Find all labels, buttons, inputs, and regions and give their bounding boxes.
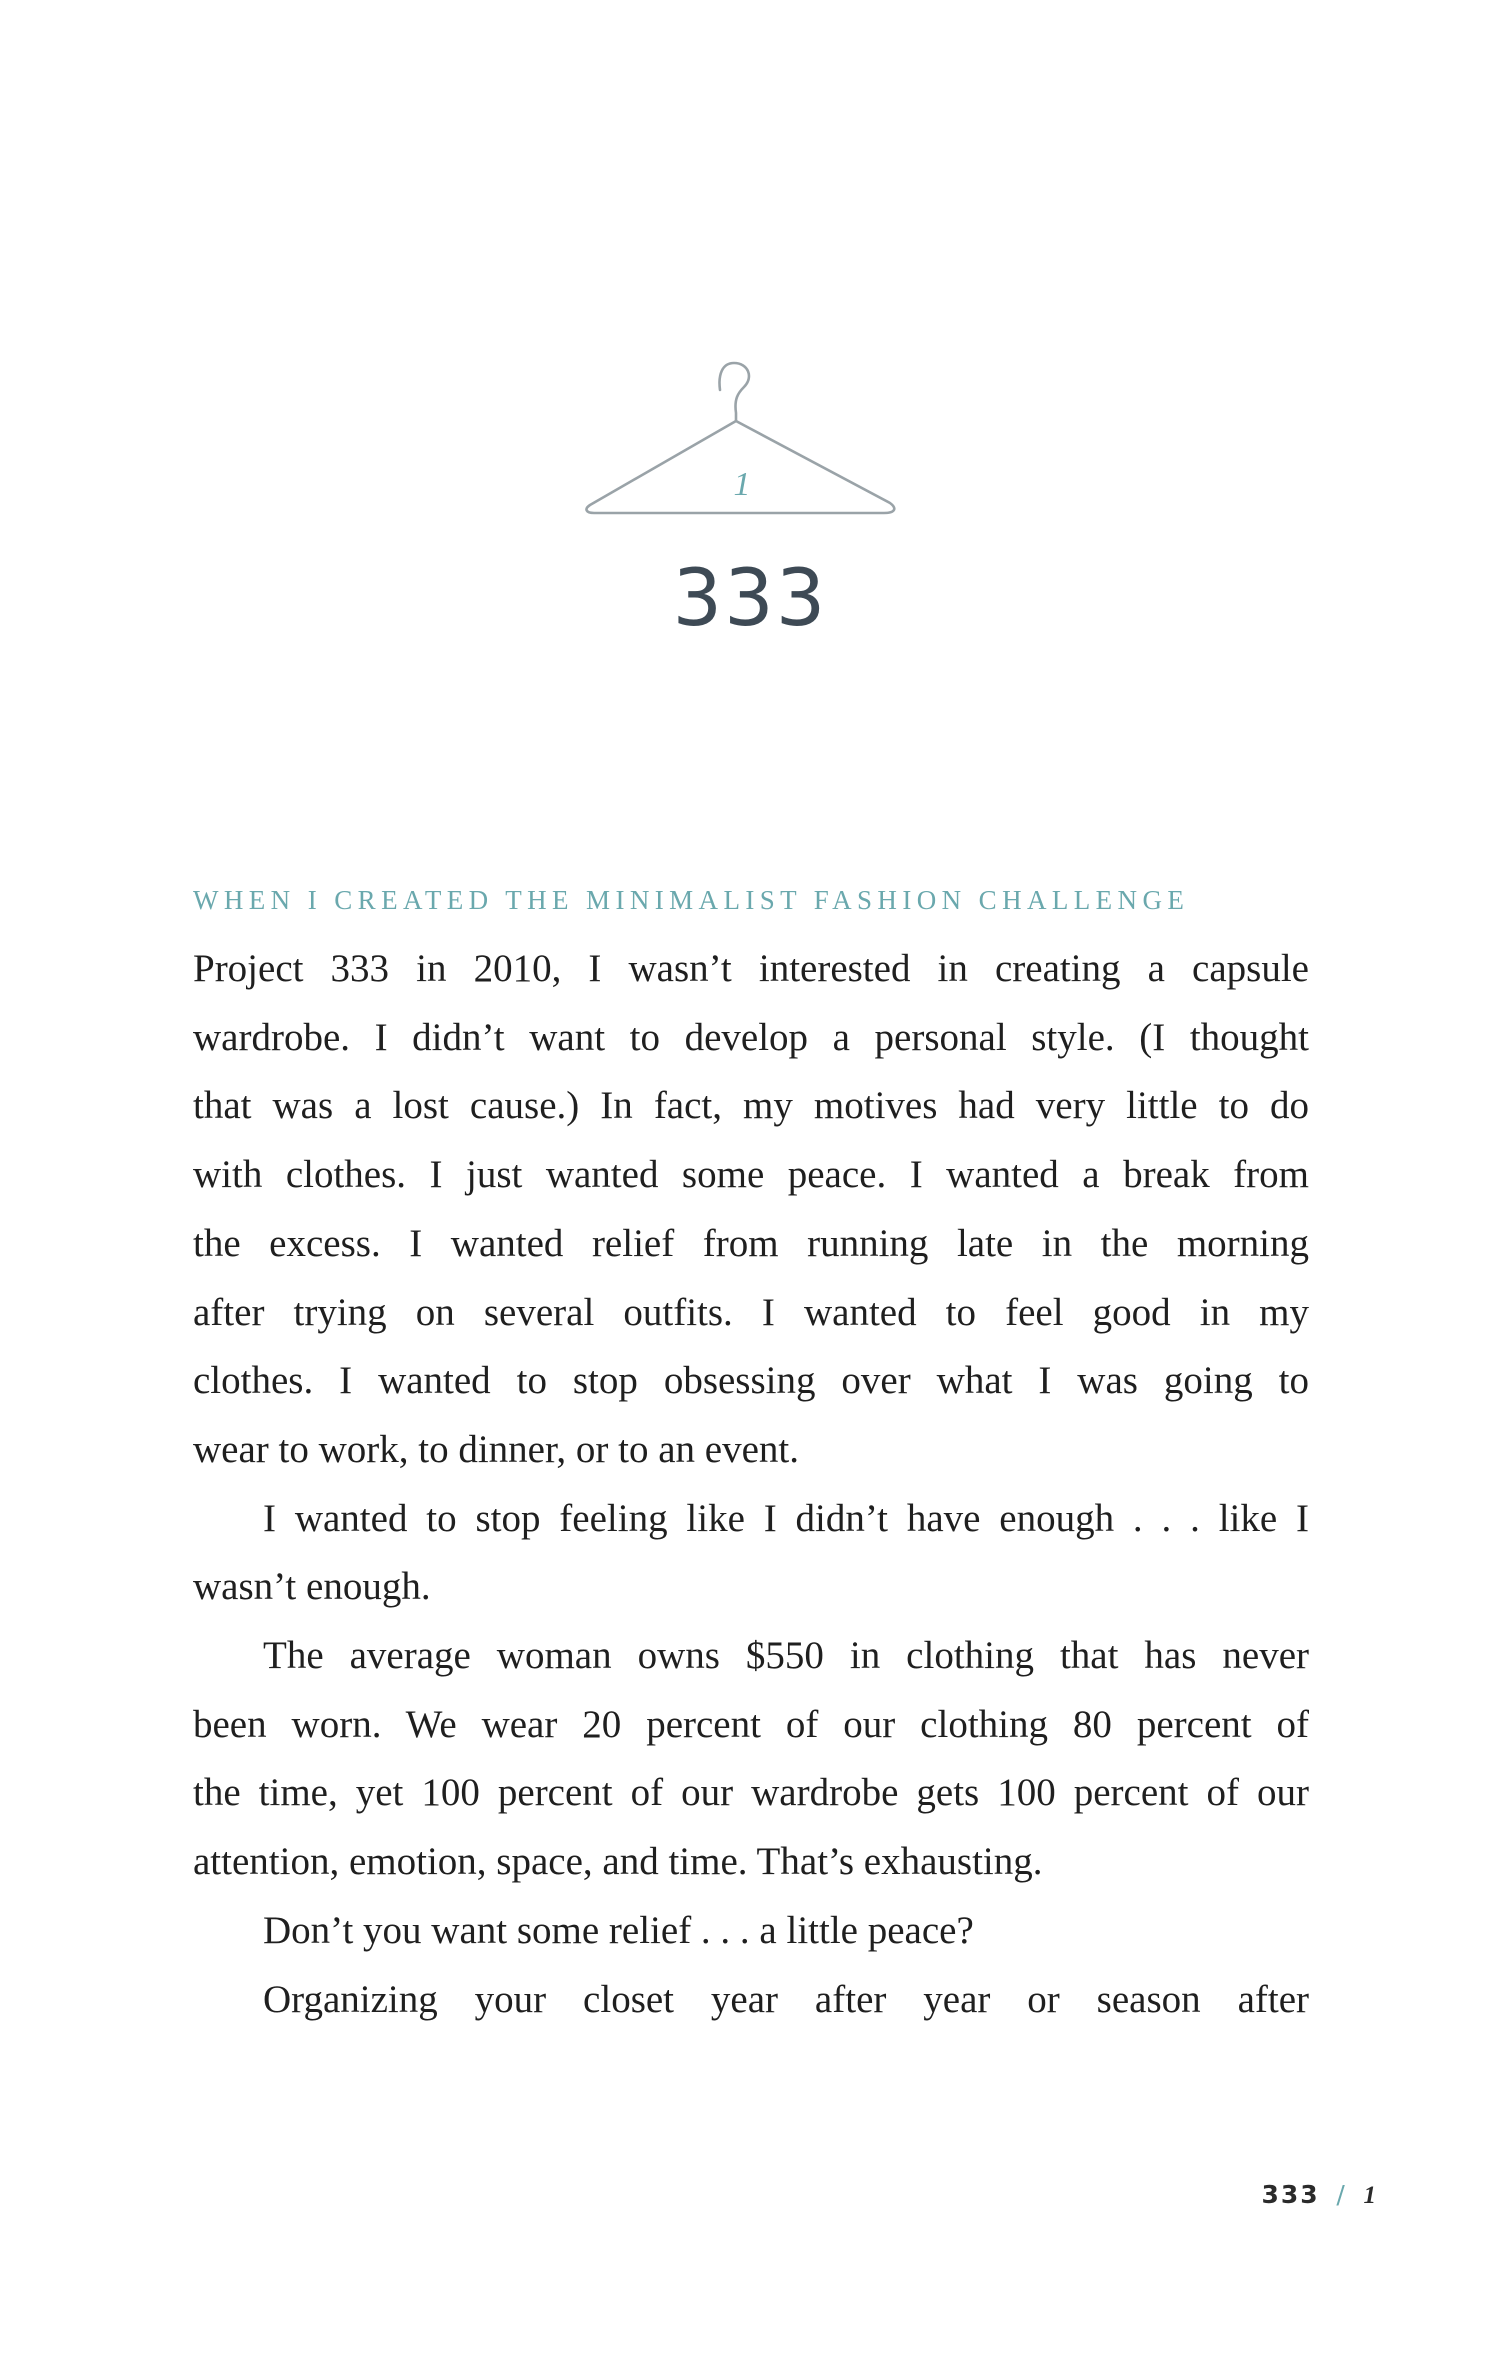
folio bbox=[1261, 2180, 1378, 2210]
text-line: Don’t you want some relief . . . a little peace? bbox=[263, 1908, 974, 1952]
text-line: wardrobe. I didn’t want to develop a personal style. (I thought bbox=[193, 1015, 1309, 1059]
text-line: that was a lost cause.) In fact, my motives had very little to do bbox=[193, 1084, 1309, 1128]
text-line: The average woman owns $550 in clothing that has never bbox=[263, 1634, 1309, 1678]
opening-smallcaps: WHEN I CREATED THE MINIMALIST FASHION CHALLENGE bbox=[193, 885, 1190, 915]
folio-separator: / bbox=[1336, 2180, 1347, 2209]
text-line: wear to work, to dinner, or to an event. bbox=[193, 1427, 800, 1471]
page-number: 1 bbox=[1363, 2182, 1378, 2209]
text-line: Organizing your closet year after year or season after bbox=[263, 1977, 1309, 2021]
paragraph bbox=[193, 1622, 1309, 1897]
text-line: I wanted to stop feeling like I didn’t have enough . . . like I bbox=[263, 1496, 1309, 1540]
text-line: wasn’t enough. bbox=[193, 1565, 431, 1609]
text-line: Project 333 in 2010, I wasn’t interested in creating a capsule bbox=[193, 947, 1309, 990]
paragraph bbox=[193, 1966, 1309, 2035]
text-line: with clothes. I just wanted some peace. I wanted a break from bbox=[193, 1153, 1309, 1197]
text-line: after trying on several outfits. I wanted to feel good in my bbox=[193, 1290, 1309, 1334]
paragraph bbox=[193, 1897, 1309, 1966]
chapter-title: 333 bbox=[672, 554, 828, 644]
paragraph bbox=[193, 1485, 1309, 1622]
running-head: 333 bbox=[1261, 2180, 1320, 2209]
text-line: the time, yet 100 percent of our wardrobe gets 100 percent of our bbox=[193, 1771, 1309, 1815]
text-line: attention, emotion, space, and time. That’s exhausting. bbox=[193, 1840, 1043, 1884]
chapter-number-mark: 1 bbox=[733, 466, 751, 503]
text-line: been worn. We wear 20 percent of our clothing 80 percent of bbox=[193, 1702, 1309, 1746]
hanger-icon bbox=[570, 295, 910, 515]
paragraph bbox=[193, 935, 1309, 1485]
text-line: clothes. I wanted to stop obsessing over what I was going to bbox=[193, 1359, 1309, 1403]
text-line: the excess. I wanted relief from running late in the morning bbox=[193, 1221, 1309, 1265]
body-text bbox=[193, 935, 1309, 2034]
